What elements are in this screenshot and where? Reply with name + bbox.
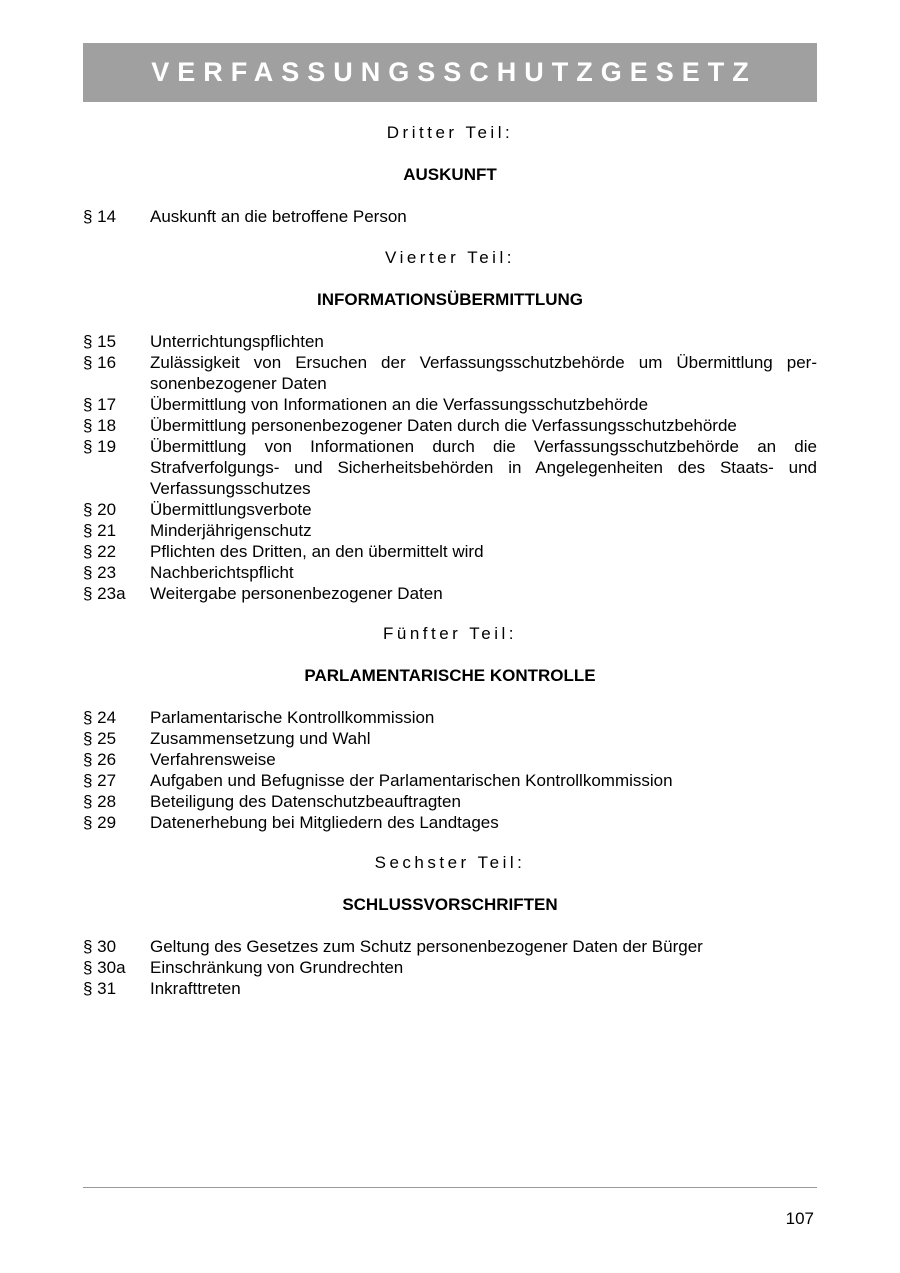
list-item [83, 707, 817, 728]
paragraph-title: Parlamentarische Kontrollkommission [150, 708, 435, 727]
paragraph-number: § 20 [83, 500, 117, 519]
paragraph-title: Verfahrensweise [150, 750, 276, 769]
paragraph-number: § 18 [83, 416, 117, 435]
paragraph-title: Datenerhebung bei Mitgliedern des Landtages [150, 813, 499, 832]
paragraph-title: Einschränkung von Grundrechten [150, 958, 404, 977]
part-heading: Fünfter Teil: [382, 624, 517, 643]
part-title: INFORMATIONSÜBERMITTLUNG [317, 290, 583, 309]
paragraph-title: Weitergabe personenbezogener Daten [150, 584, 443, 603]
list-item [83, 791, 817, 812]
list-item [83, 206, 817, 227]
paragraph-title: Unterrichtungspflichten [150, 332, 324, 351]
paragraph-title: Inkrafttreten [150, 979, 241, 998]
paragraph-number: § 27 [83, 771, 117, 790]
paragraph-title: Übermittlung von Informationen durch die Verfassungsschutzbehörde an die Strafverfolgungs- und Sicherheitsbehörden in Angelegenheiten des Staats- und Verfassungsschutzes [150, 437, 817, 498]
list-item [83, 978, 817, 999]
page-number: 107 [785, 1209, 814, 1228]
list-item [83, 415, 817, 436]
list-item [83, 583, 817, 604]
paragraph-number: § 17 [83, 395, 117, 414]
list-item [83, 352, 817, 394]
paragraph-title: Nachberichtspflicht [150, 563, 294, 582]
paragraph-number: § 15 [83, 332, 117, 351]
list-item [83, 936, 817, 957]
paragraph-number: § 30 [83, 937, 117, 956]
paragraph-title: Pflichten des Dritten, an den übermittelt wird [150, 542, 484, 561]
paragraph-title: Beteiligung des Datenschutzbeauftragten [150, 792, 461, 811]
part-title: PARLAMENTARISCHE KONTROLLE [304, 666, 596, 685]
part-title: SCHLUSSVORSCHRIFTEN [342, 895, 558, 914]
part-heading: Vierter Teil: [385, 248, 515, 267]
list-item [83, 749, 817, 770]
part-heading: Dritter Teil: [386, 123, 514, 142]
page-header-title: VERFASSUNGSSCHUTZGESETZ [83, 43, 817, 102]
paragraph-number: § 24 [83, 708, 117, 727]
entry-list [83, 936, 817, 999]
paragraph-title: Zusammensetzung und Wahl [150, 729, 371, 748]
part-heading: Sechster Teil: [374, 853, 526, 872]
list-item [83, 728, 817, 749]
list-item [83, 562, 817, 583]
paragraph-number: § 29 [83, 813, 117, 832]
paragraph-title: Auskunft an die betroffene Person [150, 207, 407, 226]
list-item [83, 770, 817, 791]
paragraph-number: § 22 [83, 542, 117, 561]
paragraph-title: Zulässigkeit von Ersuchen der Verfassungsschutzbehörde um Übermittlung per-sonenbezogener Daten [150, 353, 817, 393]
paragraph-number: § 30a [83, 958, 126, 977]
list-item [83, 812, 817, 833]
paragraph-number: § 31 [83, 979, 117, 998]
paragraph-number: § 23 [83, 563, 117, 582]
paragraph-title: Geltung des Gesetzes zum Schutz personenbezogener Daten der Bürger [150, 937, 703, 956]
paragraph-number: § 21 [83, 521, 117, 540]
entry-list [83, 206, 817, 227]
list-item [83, 957, 817, 978]
paragraph-title: Übermittlung von Informationen an die Verfassungsschutzbehörde [150, 395, 649, 414]
entry-list [83, 707, 817, 833]
list-item [83, 499, 817, 520]
list-item [83, 436, 817, 499]
entry-list [83, 331, 817, 604]
part-title: AUSKUNFT [403, 165, 497, 184]
list-item [83, 394, 817, 415]
list-item [83, 331, 817, 352]
footer-divider [83, 1187, 817, 1188]
paragraph-number: § 14 [83, 207, 117, 226]
paragraph-title: Übermittlung personenbezogener Daten durch die Verfassungsschutzbehörde [150, 416, 737, 435]
paragraph-number: § 16 [83, 353, 117, 372]
paragraph-title: Übermittlungsverbote [150, 500, 312, 519]
paragraph-number: § 25 [83, 729, 117, 748]
paragraph-number: § 26 [83, 750, 117, 769]
list-item [83, 520, 817, 541]
paragraph-number: § 19 [83, 437, 117, 456]
paragraph-title: Aufgaben und Befugnisse der Parlamentarischen Kontrollkommission [150, 771, 673, 790]
list-item [83, 541, 817, 562]
paragraph-number: § 28 [83, 792, 117, 811]
paragraph-title: Minderjährigenschutz [150, 521, 312, 540]
paragraph-number: § 23a [83, 584, 126, 603]
